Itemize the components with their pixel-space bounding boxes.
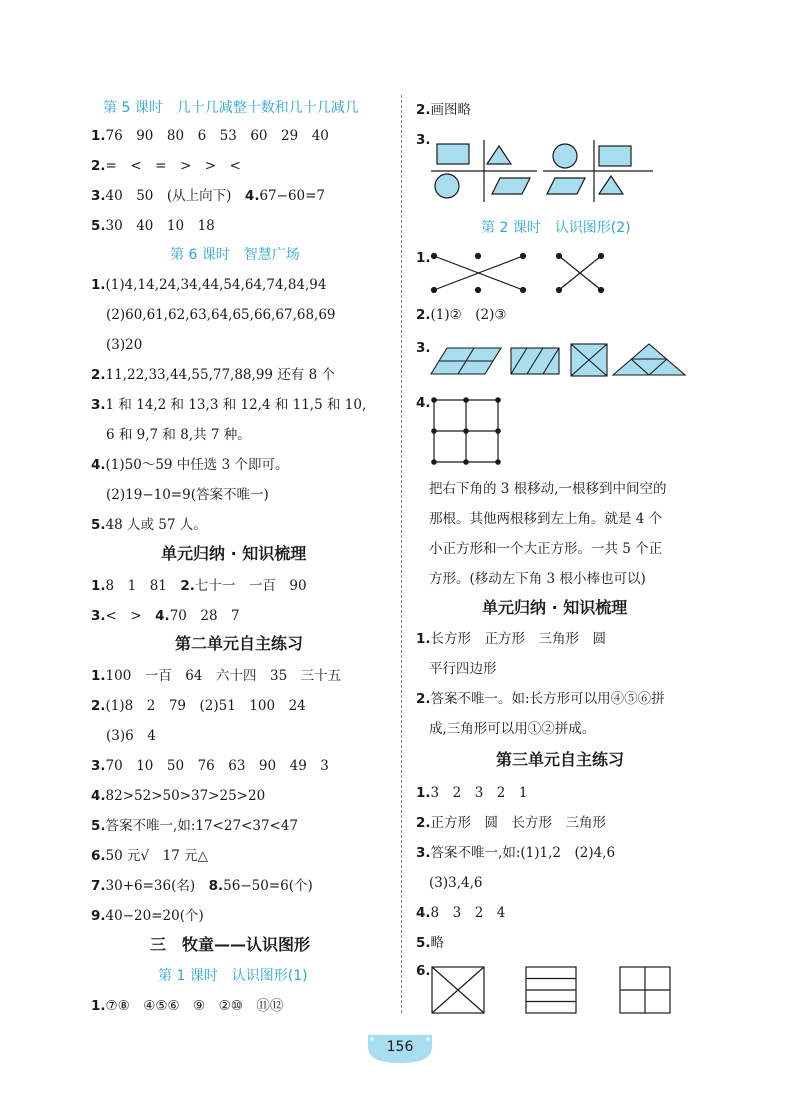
- point-dot: [464, 398, 468, 402]
- matchstick-grid-figure: [432, 398, 504, 466]
- answer-line: 5.30 40 10 18: [91, 218, 215, 234]
- answer-line: 1.8 1 81 2.七十一 一百 90: [91, 578, 307, 594]
- answer-line: 平行四边形: [429, 661, 497, 677]
- answer-line: 1.76 90 80 6 53 60 29 40: [91, 128, 329, 144]
- point-dot: [432, 460, 436, 464]
- answer-line: (3)20: [106, 337, 143, 353]
- lesson-5-title: 第 5 课时 几十几减整十数和几十几减几: [103, 100, 359, 116]
- circle-shape: [435, 174, 459, 198]
- answer-line: (2)19−10=9(答案不唯一): [106, 487, 269, 503]
- point-dot: [432, 288, 437, 293]
- circle-shape: [553, 144, 577, 168]
- answer-line: 1.3 2 3 2 1: [416, 785, 528, 801]
- parallelogram-shape: [492, 178, 530, 194]
- answer-line: 9.40−20=20(个): [91, 908, 204, 924]
- answer-line: (3)3,4,6: [429, 875, 483, 891]
- answer-line: 5.答案不唯一,如:17<27<37<47: [91, 818, 299, 834]
- column-divider: [401, 95, 402, 1013]
- lesson-6-title: 第 6 课时 智慧广场: [170, 247, 300, 263]
- answer-line: 1.长方形 正方形 三角形 圆: [416, 631, 607, 647]
- answer-line: 3.1 和 14,2 和 13,3 和 12,4 和 11,5 和 10,: [91, 397, 367, 413]
- answer-line: 3.答案不唯一,如:(1)1,2 (2)4,6: [416, 845, 616, 861]
- point-dot: [557, 254, 562, 259]
- rectangle-shape: [599, 146, 631, 166]
- point-dot: [496, 460, 500, 464]
- shape-group-left: [431, 140, 537, 202]
- explanation-line: 方形。(移动左下角 3 根小棒也可以): [429, 571, 646, 587]
- shapes-classification-figure: [429, 140, 699, 206]
- answer-line: 5.48 人或 57 人。: [91, 517, 207, 533]
- unit-summary-title: 单元归纳 · 知识梳理: [161, 544, 307, 563]
- lesson-2-title: 第 2 课时 认识图形(2): [481, 220, 631, 236]
- answer-line: (2)60,61,62,63,64,65,66,67,68,69: [106, 307, 336, 323]
- answer-line: 4.8 3 2 4: [416, 905, 506, 921]
- unit3-practice-title: 第三单元自主练习: [496, 750, 625, 769]
- point-dot: [432, 429, 436, 433]
- point-dot: [496, 429, 500, 433]
- answer-line: 3.40 50 (从上向下) 4.67−60=7: [91, 188, 326, 204]
- answer-line: 6.: [416, 963, 431, 979]
- answer-line: 6 和 9,7 和 8,共 7 种。: [106, 427, 251, 443]
- explanation-line: 那根。其他两根移到左上角。就是 4 个: [429, 511, 663, 527]
- unit2-practice-title: 第二单元自主练习: [175, 634, 304, 653]
- point-dot: [476, 254, 481, 259]
- answer-line: 1.(1)4,14,24,34,44,54,64,74,84,94: [91, 277, 327, 293]
- square-division-figures: [430, 966, 685, 1016]
- explanation-line: 把右下角的 3 根移动,一根移到中间空的: [429, 481, 667, 497]
- answer-line: 4.82>52>50>37>25>20: [91, 788, 266, 804]
- answer-line: 7.30+6=36(名) 8.56−50=6(个): [91, 878, 313, 894]
- answer-line: 1.: [416, 250, 431, 266]
- answer-line: 1.100 一百 64 六十四 35 三十五: [91, 668, 342, 684]
- point-dot: [432, 398, 436, 402]
- answer-line: (3)6 4: [106, 728, 156, 744]
- point-dot: [521, 288, 526, 293]
- answer-line: 2.= < = > > <: [91, 158, 241, 174]
- answer-line: 2.(1)8 2 79 (2)51 100 24: [91, 698, 306, 714]
- answer-line: 4.: [416, 395, 431, 411]
- answer-line: 2.(1)② (2)③: [416, 307, 507, 323]
- explanation-line: 小正方形和一个大正方形。一共 5 个正: [429, 541, 663, 557]
- answer-line: 2.11,22,33,44,55,77,88,99 还有 8 个: [91, 367, 335, 383]
- point-dot: [521, 254, 526, 259]
- shape-group-right: [543, 140, 653, 202]
- line-segments-figure: [431, 252, 621, 296]
- answer-line: 6.50 元√ 17 元△: [91, 848, 208, 864]
- answer-line: 5.略: [416, 935, 445, 951]
- point-dot: [599, 288, 604, 293]
- rectangle-shape: [437, 144, 469, 164]
- page-number: 156: [386, 1039, 414, 1055]
- unit-summary-title: 单元归纳 · 知识梳理: [482, 598, 628, 617]
- triangle-shape: [487, 146, 511, 164]
- answer-line: 2.正方形 圆 长方形 三角形: [416, 815, 607, 831]
- point-dot: [432, 254, 437, 259]
- point-dot: [464, 429, 468, 433]
- answer-line: 3.70 10 50 76 63 90 49 3: [91, 758, 329, 774]
- answer-line: 成,三角形可以用①②拼成。: [429, 721, 596, 737]
- answer-line: 3.: [416, 132, 431, 148]
- point-dot: [496, 398, 500, 402]
- answer-line: 2.答案不唯一。如:长方形可以用④⑤⑥拼: [416, 691, 665, 707]
- answer-line: 4.(1)50～59 中任选 3 个即可。: [91, 457, 289, 473]
- point-dot: [464, 460, 468, 464]
- point-dot: [599, 254, 604, 259]
- answer-line: 2.画图略: [416, 102, 472, 118]
- point-dot: [476, 288, 481, 293]
- answer-line: 3.< > 4.70 28 7: [91, 608, 240, 624]
- tangram-figures: [431, 344, 691, 378]
- answer-line: 3.: [416, 340, 431, 356]
- parallelogram-shape: [547, 178, 585, 194]
- point-dot: [557, 288, 562, 293]
- unit3-title: 三 牧童——认识图形: [150, 935, 311, 954]
- triangle-shape: [599, 176, 623, 194]
- lesson-1-title: 第 1 课时 认识图形(1): [158, 968, 308, 984]
- answer-line: 1.⑦⑧ ④⑤⑥ ⑨ ②⑩ ⑪⑫: [91, 998, 284, 1014]
